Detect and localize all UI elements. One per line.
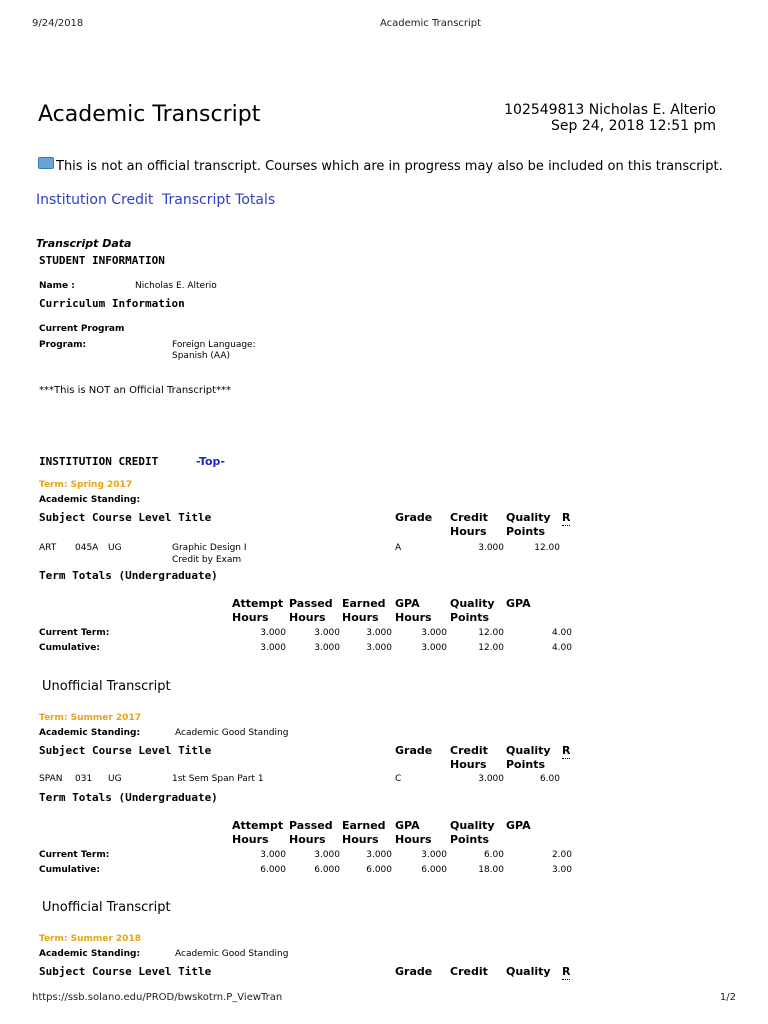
current-gpa-hours: 3.000	[421, 628, 447, 638]
course-level: UG	[108, 774, 122, 784]
course-credit-hours: 3.000	[478, 543, 504, 553]
course-header-title: Subject Course Level Title	[39, 744, 212, 757]
current-earned: 3.000	[366, 628, 392, 638]
totals-header-gpa: GPA	[506, 819, 531, 832]
course-title-note: Credit by Exam	[172, 555, 242, 565]
institution-credit-heading: INSTITUTION CREDIT	[39, 455, 159, 468]
course-subject: ART	[39, 543, 57, 553]
nav-transcript-totals[interactable]: Transcript Totals	[162, 192, 276, 208]
current-gpa-hours: 3.000	[421, 850, 447, 860]
totals-header-gpa: GPA	[506, 597, 531, 610]
cumulative-attempt: 3.000	[260, 643, 286, 653]
totals-header-gpa-hours: GPA Hours	[395, 597, 432, 624]
course-header-r: R	[562, 965, 571, 978]
course-grade: C	[395, 774, 402, 784]
print-title: Academic Transcript	[380, 18, 482, 29]
totals-header-gpa-hours: GPA Hours	[395, 819, 432, 846]
cumulative-attempt: 6.000	[260, 865, 286, 875]
cumulative-quality-points: 12.00	[478, 643, 504, 653]
current-earned: 3.000	[366, 850, 392, 860]
academic-standing-label: Academic Standing:	[39, 949, 141, 959]
current-term-label: Current Term:	[39, 628, 110, 638]
course-header-credit-hours: Credit Hours	[450, 744, 488, 771]
unofficial-transcript-label: Unofficial Transcript	[42, 900, 171, 915]
current-attempt: 3.000	[260, 850, 286, 860]
course-header-quality: Quality	[506, 965, 551, 978]
totals-header-attempt: Attempt Hours	[232, 819, 284, 846]
course-header-quality-points: Quality Points	[506, 511, 551, 538]
term-label: Term: Summer 2017	[39, 713, 141, 723]
cumulative-quality-points: 18.00	[478, 865, 504, 875]
program-value-line2: Spanish (AA)	[172, 351, 230, 361]
notice	[38, 157, 723, 174]
totals-header-earned: Earned Hours	[342, 819, 386, 846]
page-title: Academic Transcript	[38, 102, 261, 127]
course-header-grade: Grade	[395, 511, 433, 524]
totals-header-passed: Passed Hours	[289, 819, 333, 846]
current-passed: 3.000	[314, 850, 340, 860]
course-header-grade: Grade	[395, 965, 433, 978]
term-totals-heading: Term Totals (Undergraduate)	[39, 791, 218, 804]
current-gpa: 2.00	[551, 850, 572, 860]
current-term-label: Current Term:	[39, 850, 110, 860]
name-label: Name :	[39, 281, 75, 291]
cumulative-earned: 6.000	[366, 865, 392, 875]
term-label: Term: Spring 2017	[39, 480, 133, 490]
name-value: Nicholas E. Alterio	[135, 281, 217, 291]
course-subject: SPAN	[39, 774, 63, 784]
program-value-line1: Foreign Language:	[172, 340, 256, 350]
current-gpa: 4.00	[551, 628, 572, 638]
course-level: UG	[108, 543, 122, 553]
academic-standing-value: Academic Good Standing	[175, 949, 289, 959]
totals-header-passed: Passed Hours	[289, 597, 333, 624]
course-title: Graphic Design I	[172, 543, 247, 553]
notice-text: This is not an official transcript. Courses which are in progress may also be included on this transcript.	[56, 159, 723, 174]
current-quality-points: 6.00	[483, 850, 504, 860]
course-credit-hours: 3.000	[478, 774, 504, 784]
course-header-title: Subject Course Level Title	[39, 965, 212, 978]
totals-header-earned: Earned Hours	[342, 597, 386, 624]
course-quality-points: 12.00	[534, 543, 560, 553]
course-header-credit: Credit	[450, 965, 488, 978]
current-attempt: 3.000	[260, 628, 286, 638]
course-header-credit-hours: Credit Hours	[450, 511, 488, 538]
course-quality-points: 6.00	[539, 774, 560, 784]
nav-institution-credit[interactable]: Institution Credit	[36, 192, 154, 208]
cumulative-gpa: 4.00	[551, 643, 572, 653]
timestamp: Sep 24, 2018 12:51 pm	[551, 118, 716, 134]
current-passed: 3.000	[314, 628, 340, 638]
not-official-note: ***This is NOT an Official Transcript***	[39, 385, 232, 396]
totals-header-quality-points: Quality Points	[450, 597, 495, 624]
print-url: https://ssb.solano.edu/PROD/bwskotrn.P_ViewTran	[32, 992, 283, 1003]
unofficial-transcript-label: Unofficial Transcript	[42, 679, 171, 694]
cumulative-passed: 6.000	[314, 865, 340, 875]
student-id-name: 102549813 Nicholas E. Alterio	[504, 102, 716, 118]
term-totals-heading: Term Totals (Undergraduate)	[39, 569, 218, 582]
current-program-label: Current Program	[39, 324, 125, 334]
curriculum-heading: Curriculum Information	[39, 297, 185, 310]
info-note-icon	[38, 157, 54, 169]
cumulative-gpa-hours: 3.000	[421, 643, 447, 653]
totals-header-attempt: Attempt Hours	[232, 597, 284, 624]
section-title: Transcript Data	[36, 237, 132, 250]
cumulative-passed: 3.000	[314, 643, 340, 653]
course-header-title: Subject Course Level Title	[39, 511, 212, 524]
program-label: Program:	[39, 340, 87, 350]
academic-standing-label: Academic Standing:	[39, 728, 141, 738]
course-title: 1st Sem Span Part 1	[172, 774, 264, 784]
student-info-heading: STUDENT INFORMATION	[39, 254, 165, 267]
cumulative-label: Cumulative:	[39, 643, 100, 653]
cumulative-label: Cumulative:	[39, 865, 100, 875]
print-page-number: 1/2	[719, 992, 736, 1003]
top-link[interactable]: -Top-	[196, 455, 225, 468]
course-header-r: R	[562, 744, 571, 757]
print-date: 9/24/2018	[32, 18, 84, 29]
course-number: 045A	[75, 543, 99, 553]
course-header-quality-points: Quality Points	[506, 744, 551, 771]
term-label: Term: Summer 2018	[39, 934, 141, 944]
cumulative-gpa: 3.00	[551, 865, 572, 875]
academic-standing-label: Academic Standing:	[39, 495, 141, 505]
current-quality-points: 12.00	[478, 628, 504, 638]
cumulative-gpa-hours: 6.000	[421, 865, 447, 875]
cumulative-earned: 3.000	[366, 643, 392, 653]
course-number: 031	[75, 774, 93, 784]
course-grade: A	[395, 543, 402, 553]
totals-header-quality-points: Quality Points	[450, 819, 495, 846]
academic-standing-value: Academic Good Standing	[175, 728, 289, 738]
course-header-grade: Grade	[395, 744, 433, 757]
course-header-r: R	[562, 511, 571, 524]
